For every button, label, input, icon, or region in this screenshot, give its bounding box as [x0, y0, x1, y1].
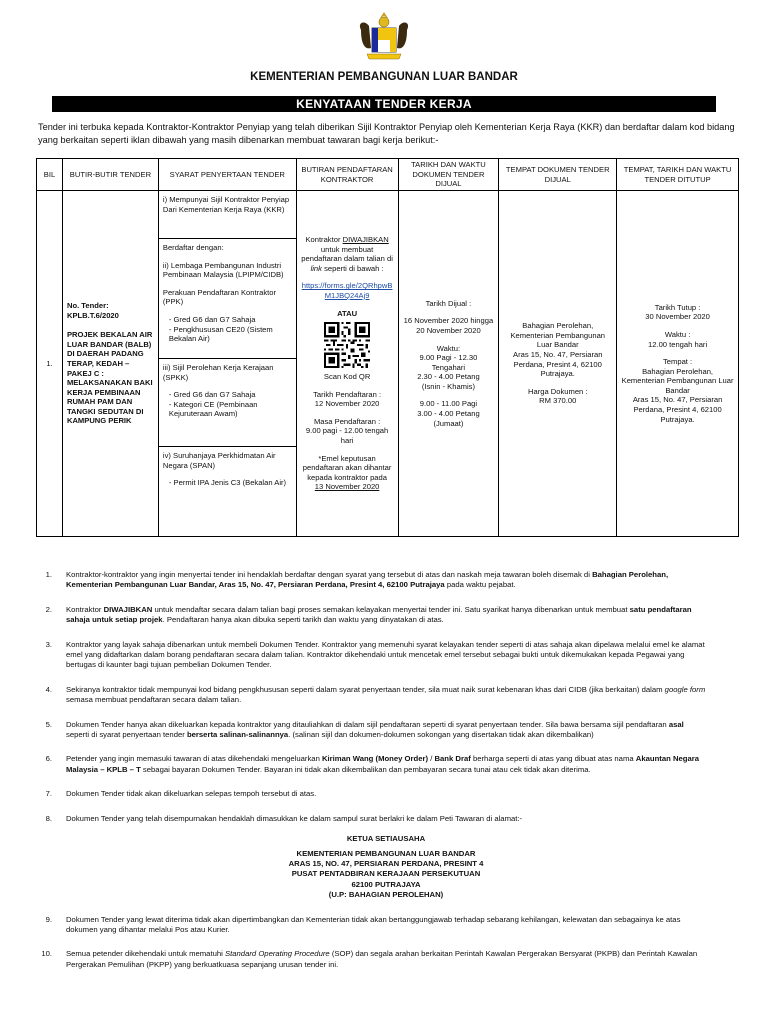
- note-4-text-c: semasa membuat pendaftaran secara dalam talian.: [66, 695, 242, 705]
- atau-label: ATAU: [337, 308, 358, 318]
- note-item: [45, 570, 706, 591]
- tarikh-pendaftaran-label: Tarikh Pendaftaran :: [313, 389, 382, 399]
- syarat-spkk-b: - Gred G6 dan G7 Sahaja: [168, 390, 256, 400]
- address-line: (U.P: BAHAGIAN PEROLEHAN): [328, 890, 444, 900]
- tempat-dokumen-1: Bahagian Perolehan, Kementerian Pembangunan Luar Bandar: [510, 321, 606, 350]
- note-2-text-c: untuk mendaftar secara dalam talian bagi proses semakan kelayakan menyertai tender ini. Satu syarikat hanya dibenarkan untuk membuat: [152, 604, 630, 614]
- note-number: 1.: [45, 570, 52, 579]
- cell-tempat-dokumen: [499, 191, 617, 537]
- address-line: ARAS 15, NO. 47, PERSIARAN PERDANA, PRESINT 4: [288, 858, 484, 868]
- tempat-tutup-2: Aras 15, No. 47, Persiaran Perdana, Presint 4, 62100 Putrajaya.: [632, 395, 723, 424]
- registration-link[interactable]: https://forms.gle/2QRhpwBM1JBQ24Aj9: [301, 281, 393, 300]
- scan-qr-label: Scan Kod QR: [323, 372, 371, 382]
- note-number: 9.: [45, 914, 52, 924]
- syarat-spkk-c: - Kategori CE (Pembinaan Kejuruteraan Awam): [168, 399, 258, 419]
- note-6-text-e: berharga seperti di atas yang dibuat atas nama: [470, 754, 636, 764]
- pendaftaran-text-post: untuk membuat pendaftaran dalam talian di: [301, 244, 393, 264]
- waktu-label: Waktu:: [436, 343, 461, 353]
- note-item: [45, 789, 706, 799]
- cell-bil: 1.: [37, 191, 63, 537]
- tempat-tutup-label: Tempat :: [663, 357, 693, 367]
- harga: RM 370.00: [539, 396, 577, 406]
- syarat-cidb-title: Berdaftar dengan:: [162, 243, 224, 252]
- cell-tempat-tutup: [617, 191, 739, 537]
- note-number: 10.: [41, 949, 52, 959]
- pendaftaran-text-pre: Kontraktor: [305, 234, 343, 244]
- tender-no: KPLB.T.6/2020: [66, 310, 119, 320]
- harga-label: Harga Dokumen :: [527, 386, 588, 396]
- tarikh-dijual-label: Tarikh Dijual :: [425, 298, 472, 308]
- waktu-1: 9.00 Pagi - 12.30 Tengahari: [419, 353, 478, 372]
- pendaftaran-instruction: [301, 235, 394, 273]
- note-4-text-a: Sekiranya kontraktor tidak mempunyai kod bidang pengkhususan seperti dalam syarat penyertaan tender, sila muat naik surat kebenaran khas dari CIDB (jika berkaitan) dalam: [66, 684, 665, 694]
- note-6-text-f: Akauntan Negara Malaysia – KPLB – T: [66, 754, 700, 774]
- col-header-syarat: SYARAT PENYERTAAN TENDER: [158, 159, 296, 191]
- note-4-text-b: google form: [664, 684, 706, 694]
- emel-note: *Emel keputusan pendaftaran akan dihantar kepada kontraktor pada: [302, 453, 392, 482]
- col-header-butir: BUTIR-BUTIR TENDER: [62, 159, 158, 191]
- note-2-text-b: DIWAJIBKAN: [103, 604, 153, 614]
- syarat-cidb-c: - Gred G6 dan G7 Sahaja: [168, 314, 256, 324]
- cell-tarikh-dijual: [398, 191, 499, 537]
- waktu-3: (Isnin - Khamis): [421, 381, 476, 391]
- cell-butir: [62, 191, 158, 537]
- note-5-text-e: . (salinan sijil dan dokumen-dokumen sokongan yang disertakan tidak akan dikembalikan): [288, 730, 594, 740]
- masa-pendaftaran-label: Masa Pendaftaran :: [313, 416, 381, 426]
- note-10-text-b: Standard Operating Procedure: [224, 949, 330, 959]
- col-header-tarikh: TARIKH DAN WAKTU DOKUMEN TENDER DIJUAL: [398, 159, 499, 191]
- pendaftaran-wajib: DIWAJIBKAN: [342, 234, 389, 244]
- tarikh-pendaftaran: 12 November 2020: [314, 399, 380, 409]
- note-6-text-g: sebagai bayaran Dokumen Tender. Bayaran ini tidak akan dikembalikan dan pembayaran secara tunai atau cek tidak akan diterima.: [140, 764, 591, 774]
- note-item: [45, 684, 706, 706]
- table-row: [37, 191, 739, 537]
- intro-paragraph: Tender ini terbuka kepada Kontraktor-Kontraktor Penyiap yang telah diberikan Sijil Kontraktor Penyiap oleh Kementerian Kerja Raya (KKR) dan berdaftar dalam kod bidang yang berkaitan seperti iklan dibawah yang masih dibenarkan membuat tawaran bagi kerja berikut:-: [38, 122, 735, 145]
- syarat-span-a: iv) Suruhanjaya Perkhidmatan Air Negara (SPAN): [162, 451, 276, 470]
- tender-no-label: No. Tender:: [66, 300, 109, 310]
- cell-pendaftaran: [296, 191, 398, 537]
- address-line: PUSAT PENTADBIRAN KERAJAAN PERSEKUTUAN: [291, 869, 481, 879]
- note-8-text: Dokumen Tender yang telah disempurnakan hendaklah dimasukkan ke dalam sampul surat berlakri ke dalam Peti Tawaran di alamat:-: [66, 813, 523, 823]
- note-item: [45, 813, 706, 824]
- syarat-spkk-a: iii) Sijil Perolehan Kerja Kerajaan (SPKK): [162, 363, 274, 382]
- project-title: PROJEK BEKALAN AIR LUAR BANDAR (BALB) DI DAERAH PADANG TERAP, KEDAH – PAKEJ C : MELAKSANAKAN BAKI KERJA PEMBINAAN RUMAH PAM DAN TANGKI SEDUTAN DI KAMPUNG PERIK: [66, 330, 153, 426]
- tempat-tutup-1: Bahagian Perolehan, Kementerian Pembangunan Luar Bandar: [621, 366, 734, 395]
- waktu-5: 3.00 - 4.00 Petang: [417, 409, 480, 419]
- note-5-text-b: asal: [668, 719, 684, 729]
- note-item: [45, 754, 706, 775]
- tarikh-dijual: 16 November 2020 hingga 20 November 2020: [403, 316, 494, 335]
- pendaftaran-link-word: link: [310, 263, 322, 273]
- note-1-text-a: Kontraktor-kontraktor yang ingin menyertai tender ini hendaklah berdaftar dengan syarat yang tersebut di atas dan naskah meja tawaran boleh disemak di: [66, 570, 593, 579]
- qr-code-icon[interactable]: [324, 322, 370, 368]
- emel-date: 13 November 2020: [314, 482, 380, 492]
- syarat-span: [159, 447, 296, 494]
- syarat-span-b: - Permit IPA Jenis C3 (Bekalan Air): [168, 478, 287, 488]
- page-title: KENYATAAN TENDER KERJA: [52, 96, 716, 112]
- tender-table: [36, 158, 739, 537]
- notes-list: [41, 570, 706, 984]
- pendaftaran-text-end: seperti di bawah :: [321, 263, 384, 273]
- waktu-tutup: 12.00 tengah hari: [648, 339, 708, 349]
- note-number: 3.: [45, 639, 52, 649]
- note-item: [45, 604, 706, 626]
- note-1-text-b: Bahagian Perolehan, Kementerian Pembangunan Luar Bandar, Aras 15, No. 47, Persiaran Perdana, Presint 4, 62100 Putrajaya: [66, 570, 669, 590]
- note-6-text-b: Kiriman Wang (Money Order): [321, 754, 429, 764]
- note-6-text-d: Bank Draf: [434, 754, 471, 764]
- note-2-text-d: satu pendaftaran sahaja untuk setiap projek: [66, 604, 692, 625]
- tempat-dokumen-2: Aras 15, No. 47, Persiaran Perdana, Presint 4, 62100 Putrajaya.: [513, 349, 603, 379]
- tarikh-tutup: 30 November 2020: [645, 312, 710, 322]
- masa-pendaftaran: 9.00 pagi - 12.00 tengah hari: [305, 426, 389, 446]
- syarat-kkr: [159, 191, 296, 239]
- note-number: 4.: [45, 684, 52, 694]
- col-header-bil: BIL: [37, 159, 63, 191]
- syarat-cidb-b: Perakuan Pendaftaran Kontraktor (PPK): [162, 287, 277, 307]
- address-line: KETUA SETIAUSAHA: [346, 834, 426, 844]
- note-number: 8.: [45, 813, 52, 823]
- syarat-cidb: [159, 239, 296, 359]
- coat-of-arms-icon: [355, 8, 413, 66]
- waktu-tutup-label: Waktu :: [664, 329, 691, 339]
- table-header-row: [37, 159, 739, 191]
- waktu-2: 2.30 - 4.00 Petang: [417, 372, 480, 382]
- waktu-6: (Jumaat): [433, 418, 464, 428]
- note-10-text-c: (SOP) dan segala arahan berkaitan Perintah Kawalan Pergerakan Bersyarat (PKPB) dan Perintah Kawalan Pergerakan Pemulihan (PKPP) yang berkuatkuasa sepanjang urusan tender ini.: [66, 949, 698, 969]
- address-line: 62100 PUTRAJAYA: [351, 879, 421, 889]
- cell-syarat: [158, 191, 296, 537]
- note-item: [45, 914, 706, 936]
- note-5-text-c: seperti di syarat penyertaan tender: [66, 730, 187, 740]
- note-number: 2.: [45, 604, 52, 614]
- note-9-text: Dokumen Tender yang lewat diterima tidak akan dipertimbangkan dan Kementerian tidak akan bertanggungjawab terhadap sebarang kehilangan, kelewatan dan sebagainya ke atas dokumen yang dihantar melalui Pos atau Kurier.: [66, 914, 681, 934]
- syarat-kkr-text: i) Mempunyai Sijil Kontraktor Penyiap Dari Kementerian Kerja Raya (KKR): [162, 195, 290, 214]
- note-number: 7.: [45, 789, 52, 799]
- note-5-text-d: berserta salinan-salinannya: [186, 730, 289, 740]
- note-2-text-e: . Pendaftaran hanya akan dibuka seperti tarikh dan waktu yang dinyatakan di atas.: [162, 615, 444, 625]
- col-header-tempat-dokumen: TEMPAT DOKUMEN TENDER DIJUAL: [499, 159, 617, 191]
- note-6-text-c: /: [428, 754, 435, 764]
- note-number: 5.: [45, 719, 52, 729]
- col-header-tempat-tutup: TEMPAT, TARIKH DAN WAKTU TENDER DITUTUP: [617, 159, 739, 191]
- syarat-cidb-a: ii) Lembaga Pembangunan Industri Pembinaan Malaysia (LPIPM/CIDB): [162, 260, 284, 280]
- submission-address: [66, 834, 706, 900]
- ministry-name: KEMENTERIAN PEMBANGUNAN LUAR BANDAR: [250, 71, 518, 83]
- note-7-text: Dokumen Tender tidak akan dikeluarkan selepas tempoh tersebut di atas.: [66, 789, 317, 799]
- waktu-4: 9.00 - 11.00 Pagi: [419, 399, 478, 409]
- note-5-text-a: Dokumen Tender hanya akan dikeluarkan kepada kontraktor yang ditauliahkan di dalam sijil pendaftaran seperti di syarat penyertaan tender. Sila bawa bersama sijil pendaftaran: [66, 719, 669, 729]
- note-6-text-a: Petender yang ingin memasuki tawaran di atas dikehendaki mengeluarkan: [66, 754, 322, 764]
- note-10-text-a: Semua petender dikehendaki untuk mematuhi: [66, 949, 225, 959]
- note-3-text: Kontraktor yang layak sahaja dibenarkan untuk membeli Dokumen Tender. Kontraktor yang memenuhi syarat kelayakan tender seperti di atas sahaja akan dipelawa melalui emel ke alamat emel yang didaftarkan dalam borang pendaftaran secara dalam talian. Kontraktor dikehendaki untuk mencetak emel tersebut sebagai bukti untuk dikemukakan kepada Pegawai yang bertugas di kaunter bagi tujuan pembelian Dokumen Tender.: [66, 639, 705, 670]
- note-item: [41, 949, 706, 970]
- note-2-text-a: Kontraktor: [66, 604, 104, 614]
- note-1-text-c: pada waktu pejabat.: [444, 580, 516, 590]
- note-number: 6.: [45, 754, 52, 764]
- address-line: KEMENTERIAN PEMBANGUNAN LUAR BANDAR: [296, 848, 476, 858]
- syarat-cidb-d: - Pengkhususan CE20 (Sistem Bekalan Air): [168, 324, 273, 344]
- note-item: [45, 639, 706, 671]
- tarikh-tutup-label: Tarikh Tutup :: [654, 302, 701, 312]
- syarat-spkk: [159, 359, 296, 447]
- note-item: [45, 719, 706, 741]
- col-header-pendaftaran: BUTIRAN PENDAFTARAN KONTRAKTOR: [296, 159, 398, 191]
